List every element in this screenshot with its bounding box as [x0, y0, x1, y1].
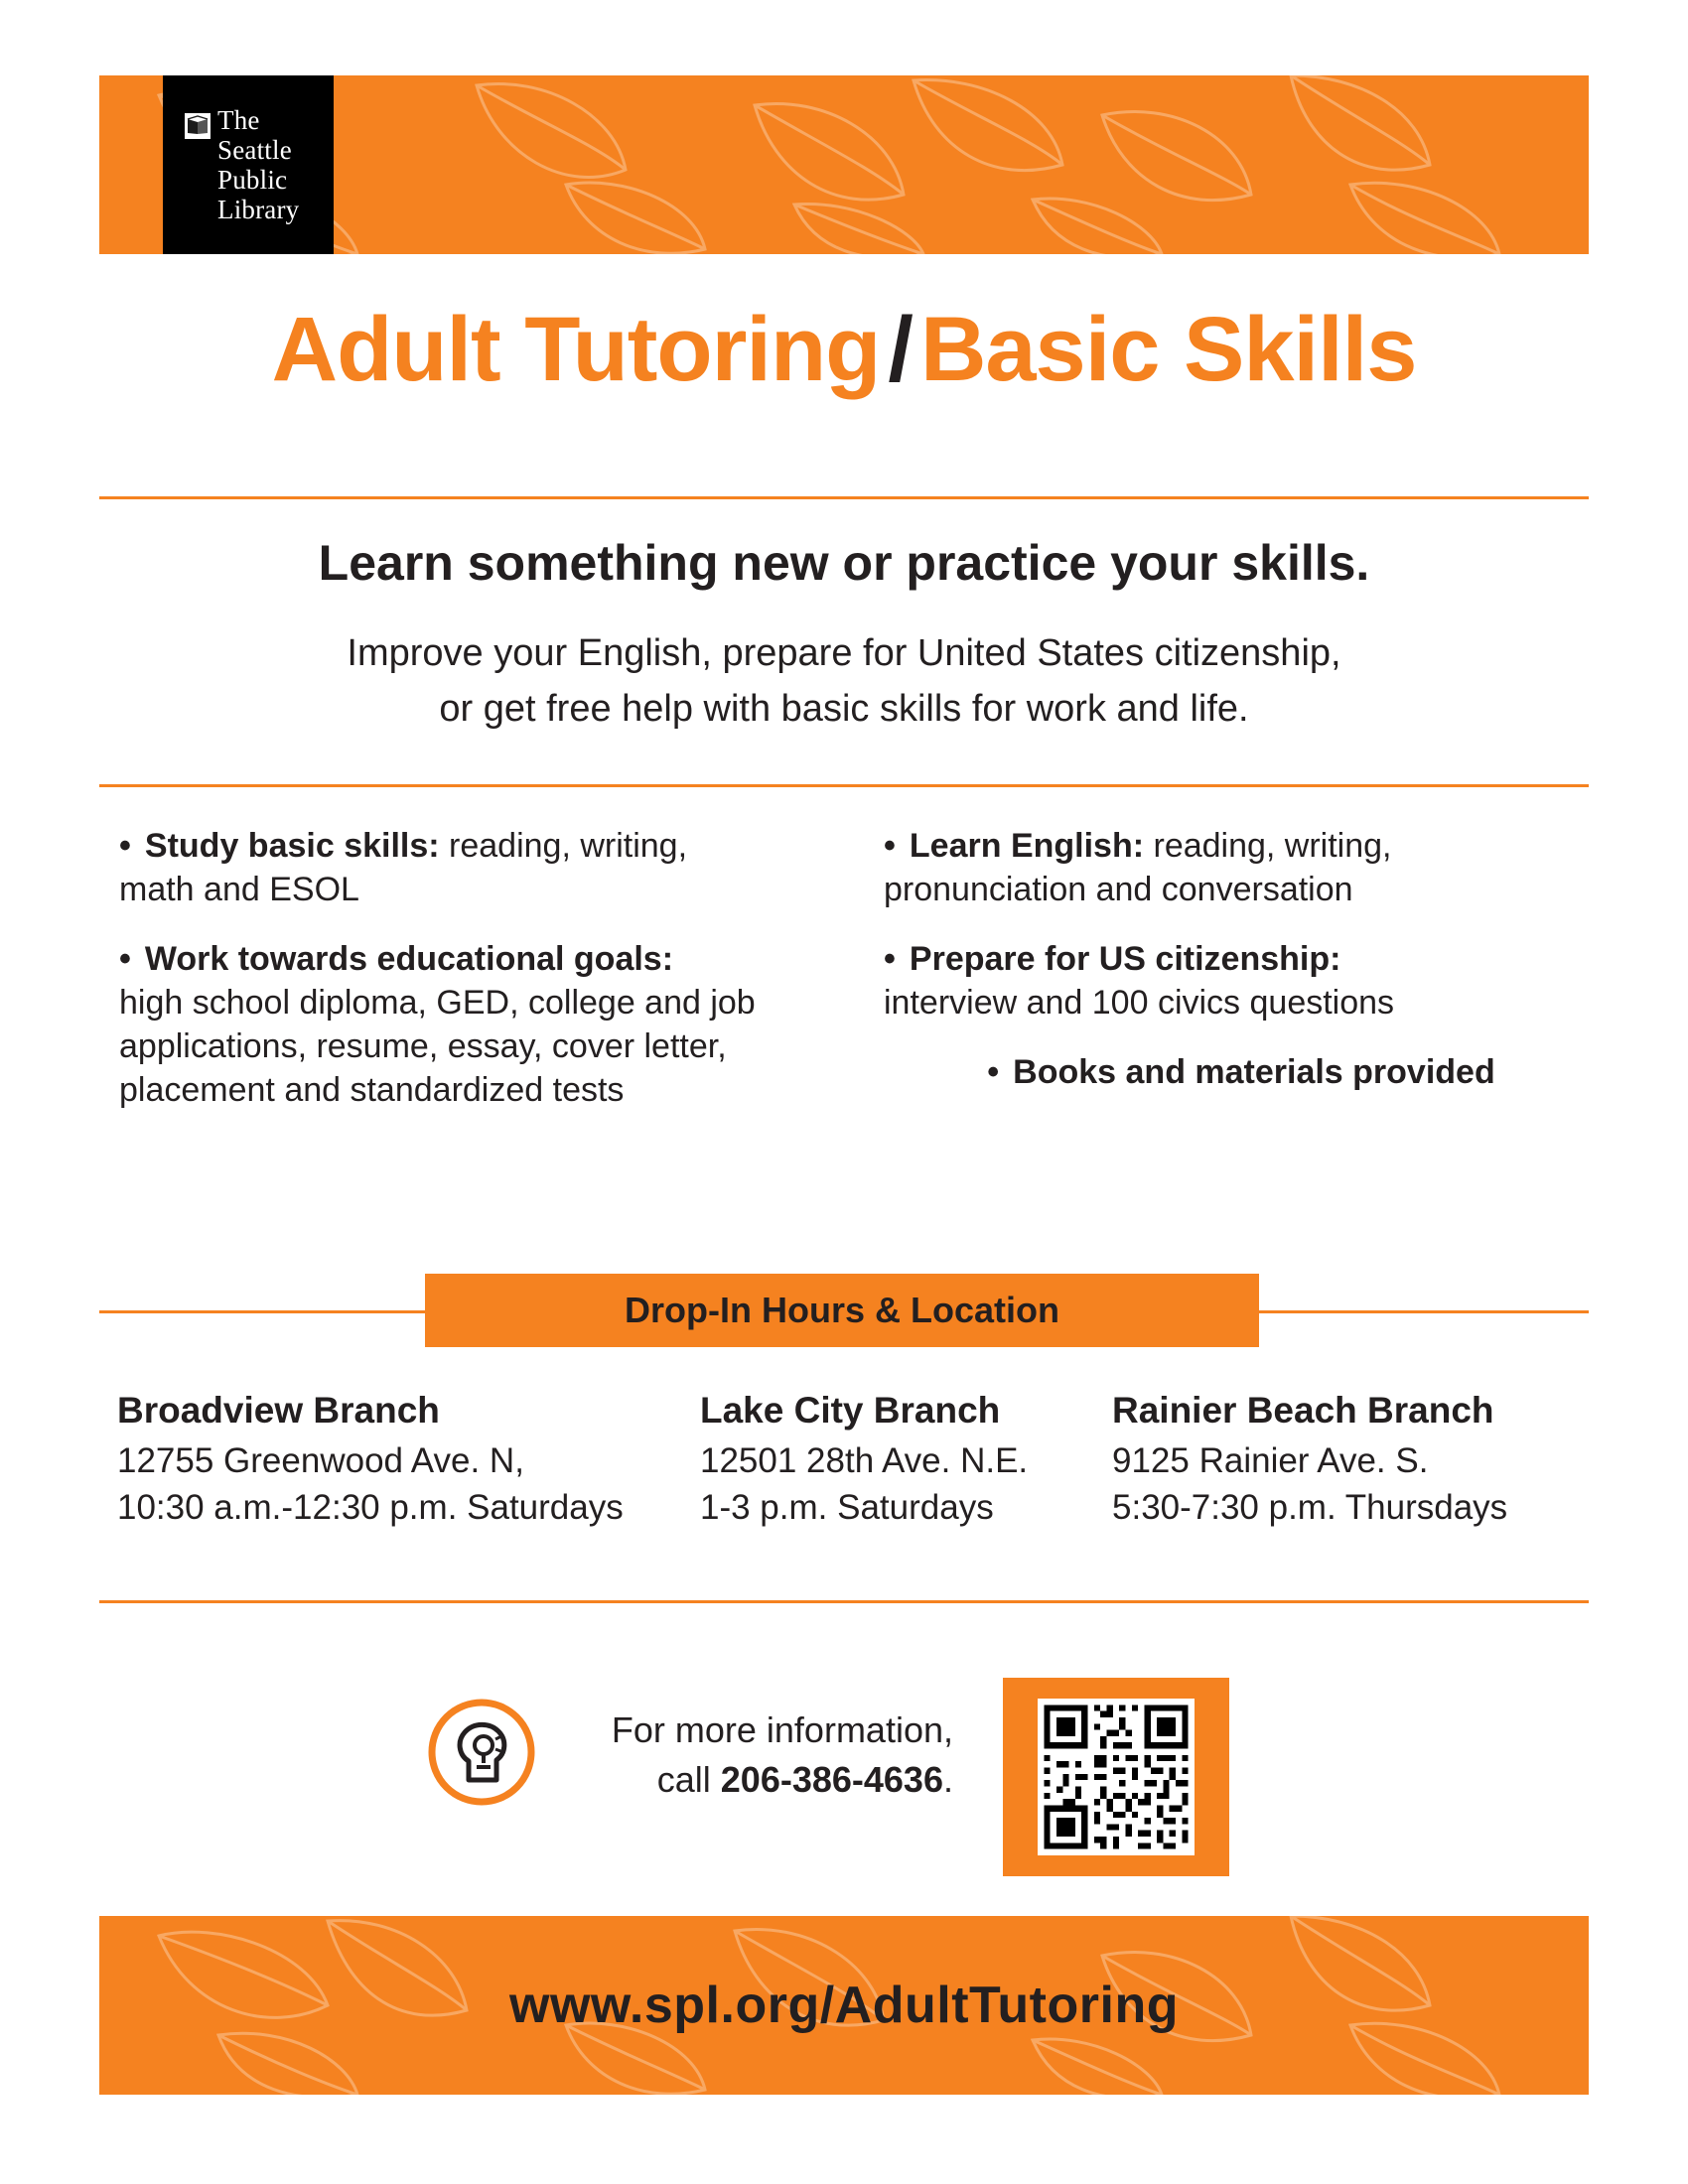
phone-number: 206-386-4636 [720, 1759, 943, 1800]
feature-column-left [119, 824, 834, 1138]
location-item [117, 1390, 693, 1531]
list-item [119, 937, 834, 1112]
bullet-lead: Books and materials provided [1013, 1053, 1495, 1091]
bullet-continuation: math and ESOL [119, 871, 359, 908]
title-part-2: Basic Skills [919, 299, 1417, 400]
bullet-rest: reading, writing, [1144, 827, 1392, 865]
location-hours: 10:30 a.m.-12:30 p.m. Saturdays [117, 1488, 624, 1527]
lightbulb-head-icon [427, 1698, 536, 1807]
locations-list [99, 1390, 1589, 1578]
intro-line-2: or get free help with basic skills for work and life. [439, 688, 1249, 730]
list-item [884, 1050, 1599, 1094]
contact-line-1: For more information, [611, 1709, 953, 1750]
location-item [700, 1390, 1097, 1531]
location-address: 9125 Rainier Ave. S. [1112, 1441, 1429, 1480]
sentence-period: . [942, 1759, 953, 1800]
bullet-rest: reading, writing, [439, 827, 688, 865]
bullet-lead: Prepare for US citizenship: [909, 940, 1341, 978]
location-item [1112, 1390, 1579, 1531]
location-name: Broadview Branch [117, 1390, 440, 1431]
logo-line-3: Public [217, 165, 288, 195]
bullet-continuation: high school diploma, GED, college and job applications, resume, essay, cover letter, placement and standardized tests [119, 984, 756, 1109]
intro-text [149, 625, 1539, 737]
divider-1 [99, 496, 1589, 499]
divider-2 [99, 784, 1589, 787]
contact-line-2 [556, 1755, 953, 1805]
library-emblem-icon [185, 113, 211, 139]
website-url[interactable]: www.spl.org/AdultTutoring [509, 1977, 1179, 2034]
logo-line-1: The [217, 105, 260, 135]
bullet-continuation: pronunciation and conversation [884, 871, 1353, 908]
section-banner: Drop-In Hours & Location [425, 1274, 1259, 1347]
location-name: Lake City Branch [700, 1390, 1001, 1431]
bullet-continuation: interview and 100 civics questions [884, 984, 1395, 1022]
title-part-1: Adult Tutoring [271, 299, 881, 400]
location-hours: 5:30-7:30 p.m. Thursdays [1112, 1488, 1508, 1527]
bullet-dot-icon: • [119, 827, 131, 865]
feature-columns [99, 824, 1589, 1251]
title-separator: / [888, 299, 913, 400]
bullet-lead: Study basic skills: [144, 827, 440, 865]
location-address: 12501 28th Ave. N.E. [700, 1441, 1029, 1480]
bullet-lead: Work towards educational goals: [144, 940, 674, 978]
logo-line-2: Seattle [217, 135, 292, 165]
bullet-dot-icon: • [119, 940, 131, 978]
intro-line-1: Improve your English, prepare for United States citizenship, [347, 632, 1341, 674]
library-logo [163, 75, 334, 254]
logo-line-4: Library [217, 195, 300, 224]
bullet-dot-icon: • [884, 940, 896, 978]
bullet-dot-icon: • [987, 1053, 1000, 1091]
divider-4 [99, 1600, 1589, 1603]
location-address: 12755 Greenwood Ave. N, [117, 1441, 524, 1480]
list-item [884, 937, 1599, 1024]
bullet-lead: Learn English: [909, 827, 1145, 865]
location-hours: 1-3 p.m. Saturdays [700, 1488, 994, 1527]
list-item [884, 824, 1599, 911]
contact-text [556, 1706, 953, 1805]
feature-column-right [884, 824, 1599, 1120]
footer-banner [99, 1916, 1589, 2095]
bullet-dot-icon: • [884, 827, 896, 865]
location-name: Rainier Beach Branch [1112, 1390, 1494, 1431]
contact-block [427, 1678, 1241, 1876]
list-item [119, 824, 834, 911]
call-label: call [656, 1759, 721, 1800]
subheading: Learn something new or practice your skills. [318, 535, 1370, 591]
qr-code-graphic [1024, 1699, 1208, 1855]
page-title [99, 298, 1589, 402]
qr-code[interactable] [1003, 1678, 1229, 1876]
